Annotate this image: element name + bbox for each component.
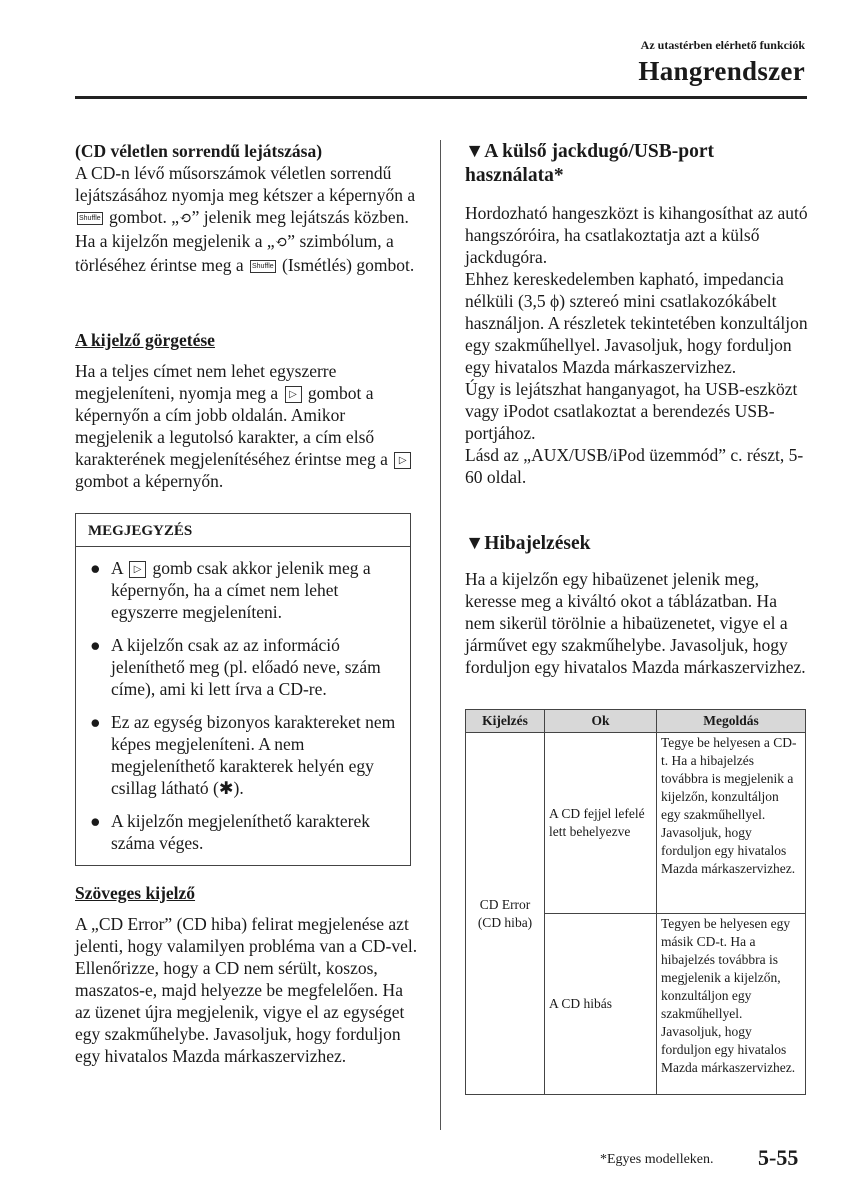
bullet-icon: ● xyxy=(90,558,101,578)
note-list xyxy=(76,547,410,854)
shuffle-button-icon: Shuffle xyxy=(250,260,276,273)
text-display-heading: Szöveges kijelző xyxy=(75,883,196,903)
note-item: ● A kijelzőn megjeleníthető karakterek száma véges. xyxy=(90,811,370,853)
cause-cell: A CD hibás xyxy=(545,914,657,1095)
aux-paragraph: Hordozható hangeszközt is kihangosíthat az autó hangszóróira, ha csatlakoztatja azt a külső jackdugóra. xyxy=(465,203,808,267)
column-header: Megoldás xyxy=(657,710,806,733)
note-item: ● A kijelzőn csak az az információ jeleníthető meg (pl. előadó neve, szám címe), ami ki lett írva a CD-re. xyxy=(90,635,381,699)
aux-paragraph: Lásd az „AUX/USB/iPod üzemmód” c. részt, 5-60 oldal. xyxy=(465,445,804,487)
error-table-wrapper xyxy=(465,709,806,1095)
repeat-icon: ⟲ xyxy=(179,211,192,227)
footnote: *Egyes modelleken. xyxy=(600,1152,714,1167)
header-rule xyxy=(75,96,807,99)
random-play-paragraph: A CD-n lévő műsorszámok véletlen sorrendű lejátszásához nyomja meg kétszer a képernyőn a Shuffle gombot. „⟲” jelenik meg lejátszás közben. Ha a kijelzőn megjelenik a „⟲” szimbólum, a törléséhez érintse meg a Shuffle (Ismétlés) gombot. xyxy=(75,163,416,275)
section-title: Az utastérben elérhető funkciók xyxy=(640,38,805,52)
page-number: 5-55 xyxy=(758,1145,799,1170)
random-play-heading: (CD véletlen sorrendű lejátszása) xyxy=(75,141,323,161)
scroll-section xyxy=(75,329,420,492)
error-table xyxy=(465,709,806,1095)
scroll-button-icon: ▷ xyxy=(285,386,302,403)
error-heading: ▼Hibajelzések xyxy=(465,533,591,554)
error-section xyxy=(465,532,810,678)
table-header-row xyxy=(466,710,806,733)
aux-paragraph: Ehhez kereskedelemben kapható, impedancia nélküli (3,5 ϕ) sztereó mini csatlakozókábelt használjon. A részletek tekintetében konzultáljon egy szakműhellyel. Javasoljuk, hogy forduljon egy hivatalos Mazda márkaszervizhez. xyxy=(465,269,808,377)
scroll-button-icon: ▷ xyxy=(129,561,146,578)
text-display-section xyxy=(75,882,420,1067)
column-header: Kijelzés xyxy=(466,710,545,733)
cause-cell: A CD fejjel lefelé lett behelyezve xyxy=(545,733,657,914)
note-item: ● Ez az egység bizonyos karaktereket nem képes megjeleníteni. A nem megjeleníthető karakterek helyén egy csillag látható (✱). xyxy=(90,712,396,798)
table-row xyxy=(466,733,806,914)
page-title: Hangrendszer xyxy=(638,56,805,86)
scroll-heading: A kijelző görgetése xyxy=(75,330,215,350)
bullet-icon: ● xyxy=(90,811,101,831)
column-header: Ok xyxy=(545,710,657,733)
aux-body xyxy=(465,202,810,488)
note-item: ● A ▷ gomb csak akkor jelenik meg a képernyőn, ha a címet nem lehet egyszerre megjeleníteni. xyxy=(90,558,371,622)
scroll-paragraph: Ha a teljes címet nem lehet egyszerre megjeleníteni, nyomja meg a ▷ gombot a képernyőn a cím jobb oldalán. Amikor megjelenik a legutolsó karakter, a cím első karakterének megjelenítéséhez érintse meg a ▷ gombot a képernyőn. xyxy=(75,360,420,492)
repeat-icon: ⟲ xyxy=(274,235,288,251)
bullet-icon: ● xyxy=(90,712,101,732)
error-paragraph: Ha a kijelzőn egy hibaüzenet jelenik meg, keresse meg a kiváltó okot a táblázatban. Ha nem sikerül törölnie a hibaüzenetet, vigye el a járművet egy szakműhelybe. Javasoljuk, hogy forduljon egy hivatalos Mazda márkaszervizhez. xyxy=(465,569,806,677)
random-play-section xyxy=(75,140,420,276)
shuffle-button-icon: Shuffle xyxy=(77,212,103,225)
solution-cell: Tegyen be helyesen egy másik CD-t. Ha a hibajelzés továbbra is megjelenik a kijelzőn, konzultáljon egy szakműhellyel. Javasoljuk, hogy forduljon egy hivatalos Mazda márkaszervizhez. xyxy=(657,914,806,1095)
note-box xyxy=(75,513,411,866)
aux-section xyxy=(465,140,810,488)
bullet-icon: ● xyxy=(90,635,101,655)
column-divider xyxy=(440,140,441,1130)
aux-paragraph: Úgy is lejátszhat hanganyagot, ha USB-eszközt vagy iPodot csatlakoztat a berendezés USB-portjához. xyxy=(465,379,798,443)
note-title: MEGJEGYZÉS xyxy=(76,514,410,547)
text-display-paragraph: A „CD Error” (CD hiba) felirat megjelenése azt jelenti, hogy valamilyen probléma van a CD-vel. Ellenőrizze, hogy a CD nem sérült, koszos, maszatos-e, majd helyezze be megfelelően. Ha az üzenet újra megjelenik, vigye el az egységet egy szakműhelybe. Javasoljuk, hogy forduljon egy hivatalos Mazda márkaszervizhez. xyxy=(75,914,418,1066)
solution-cell: Tegye be helyesen a CD-t. Ha a hibajelzés továbbra is megjelenik a kijelzőn, konzultáljon egy szakműhellyel. Javasoljuk, hogy forduljon egy hivatalos Mazda márkaszervizhez. xyxy=(657,733,806,914)
scroll-button-icon: ▷ xyxy=(394,452,411,469)
indication-cell: CD Error (CD hiba) xyxy=(466,733,545,1095)
aux-heading: ▼A külső jackdugó/USB-port használata* xyxy=(465,141,715,186)
